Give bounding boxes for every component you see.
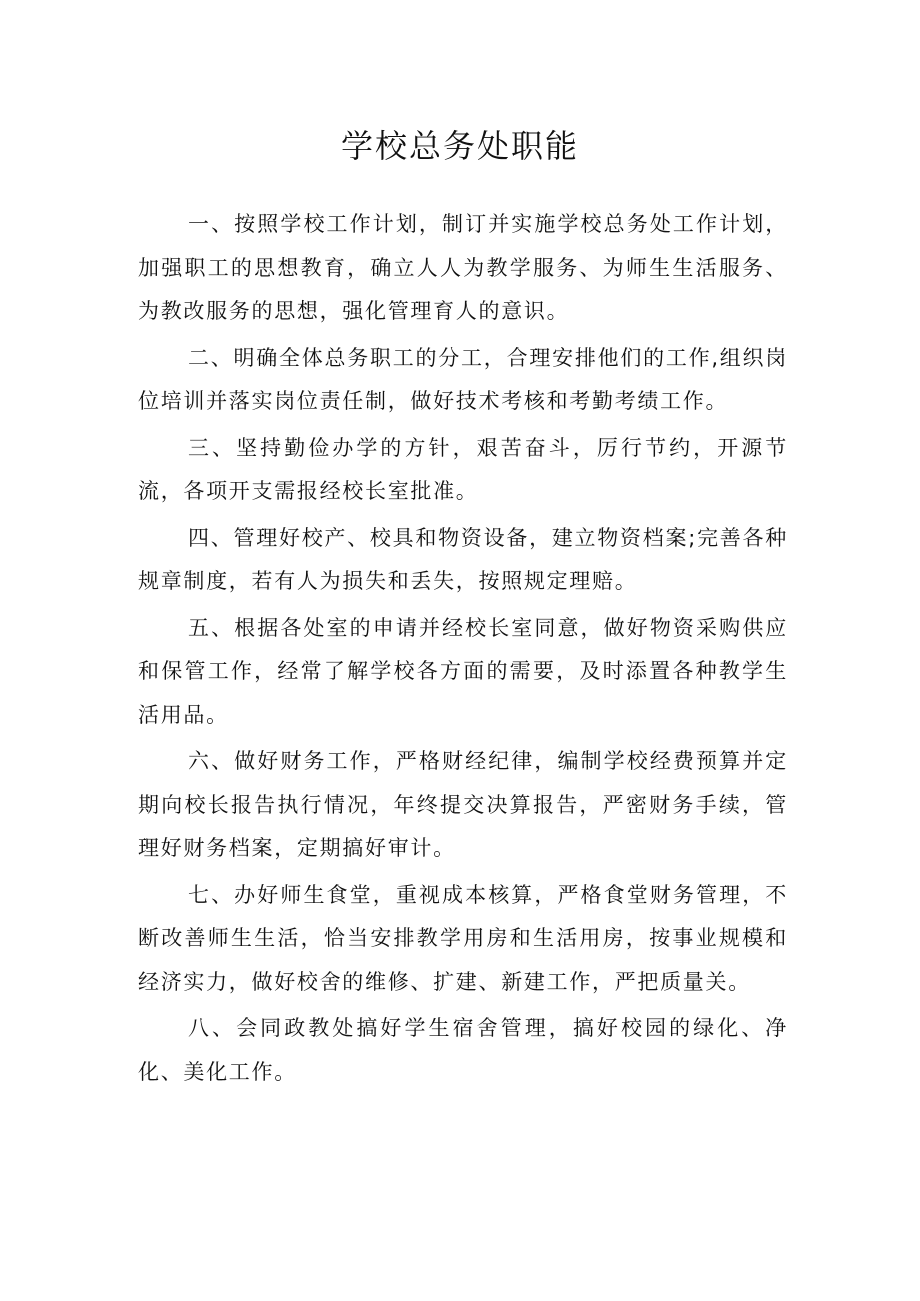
paragraph-7: 七、办好师生食堂，重视成本核算，严格食堂财务管理，不断改善师生生活，恰当安排教学用房和生活用房，按事业规模和经济实力，做好校舍的维修、扩建、新建工作，严把质量关。 [138,882,788,994]
document-body [138,203,788,1097]
document-title: 学校总务处职能 [340,127,579,165]
paragraph-4: 四、管理好校产、校具和物资设备，建立物资档案;完善各种规章制度，若有人为损失和丢失，按照规定理赔。 [138,525,788,593]
paragraph-8: 八、会同政教处搞好学生宿舍管理，搞好校园的绿化、净化、美化工作。 [138,1016,788,1084]
paragraph-6: 六、做好财务工作，严格财经纪律，编制学校经费预算并定期向校长报告执行情况，年终提交决算报告，严密财务手续，管理好财务档案，定期搞好审计。 [138,749,788,860]
paragraph-2: 二、明确全体总务职工的分工，合理安排他们的工作,组织岗位培训并落实岗位责任制，做好技术考核和考勤考绩工作。 [138,345,788,413]
paragraph-5: 五、根据各处室的申请并经校长室同意，做好物资采购供应和保管工作，经常了解学校各方面的需要，及时添置各种教学生活用品。 [138,615,788,727]
paragraph-3: 三、坚持勤俭办学的方针，艰苦奋斗，厉行节约，开源节流，各项开支需报经校长室批准。 [138,435,788,503]
paragraph-1: 一、按照学校工作计划，制订并实施学校总务处工作计划，加强职工的思想教育，确立人人为教学服务、为师生生活服务、为教改服务的思想，强化管理育人的意识。 [138,212,788,323]
